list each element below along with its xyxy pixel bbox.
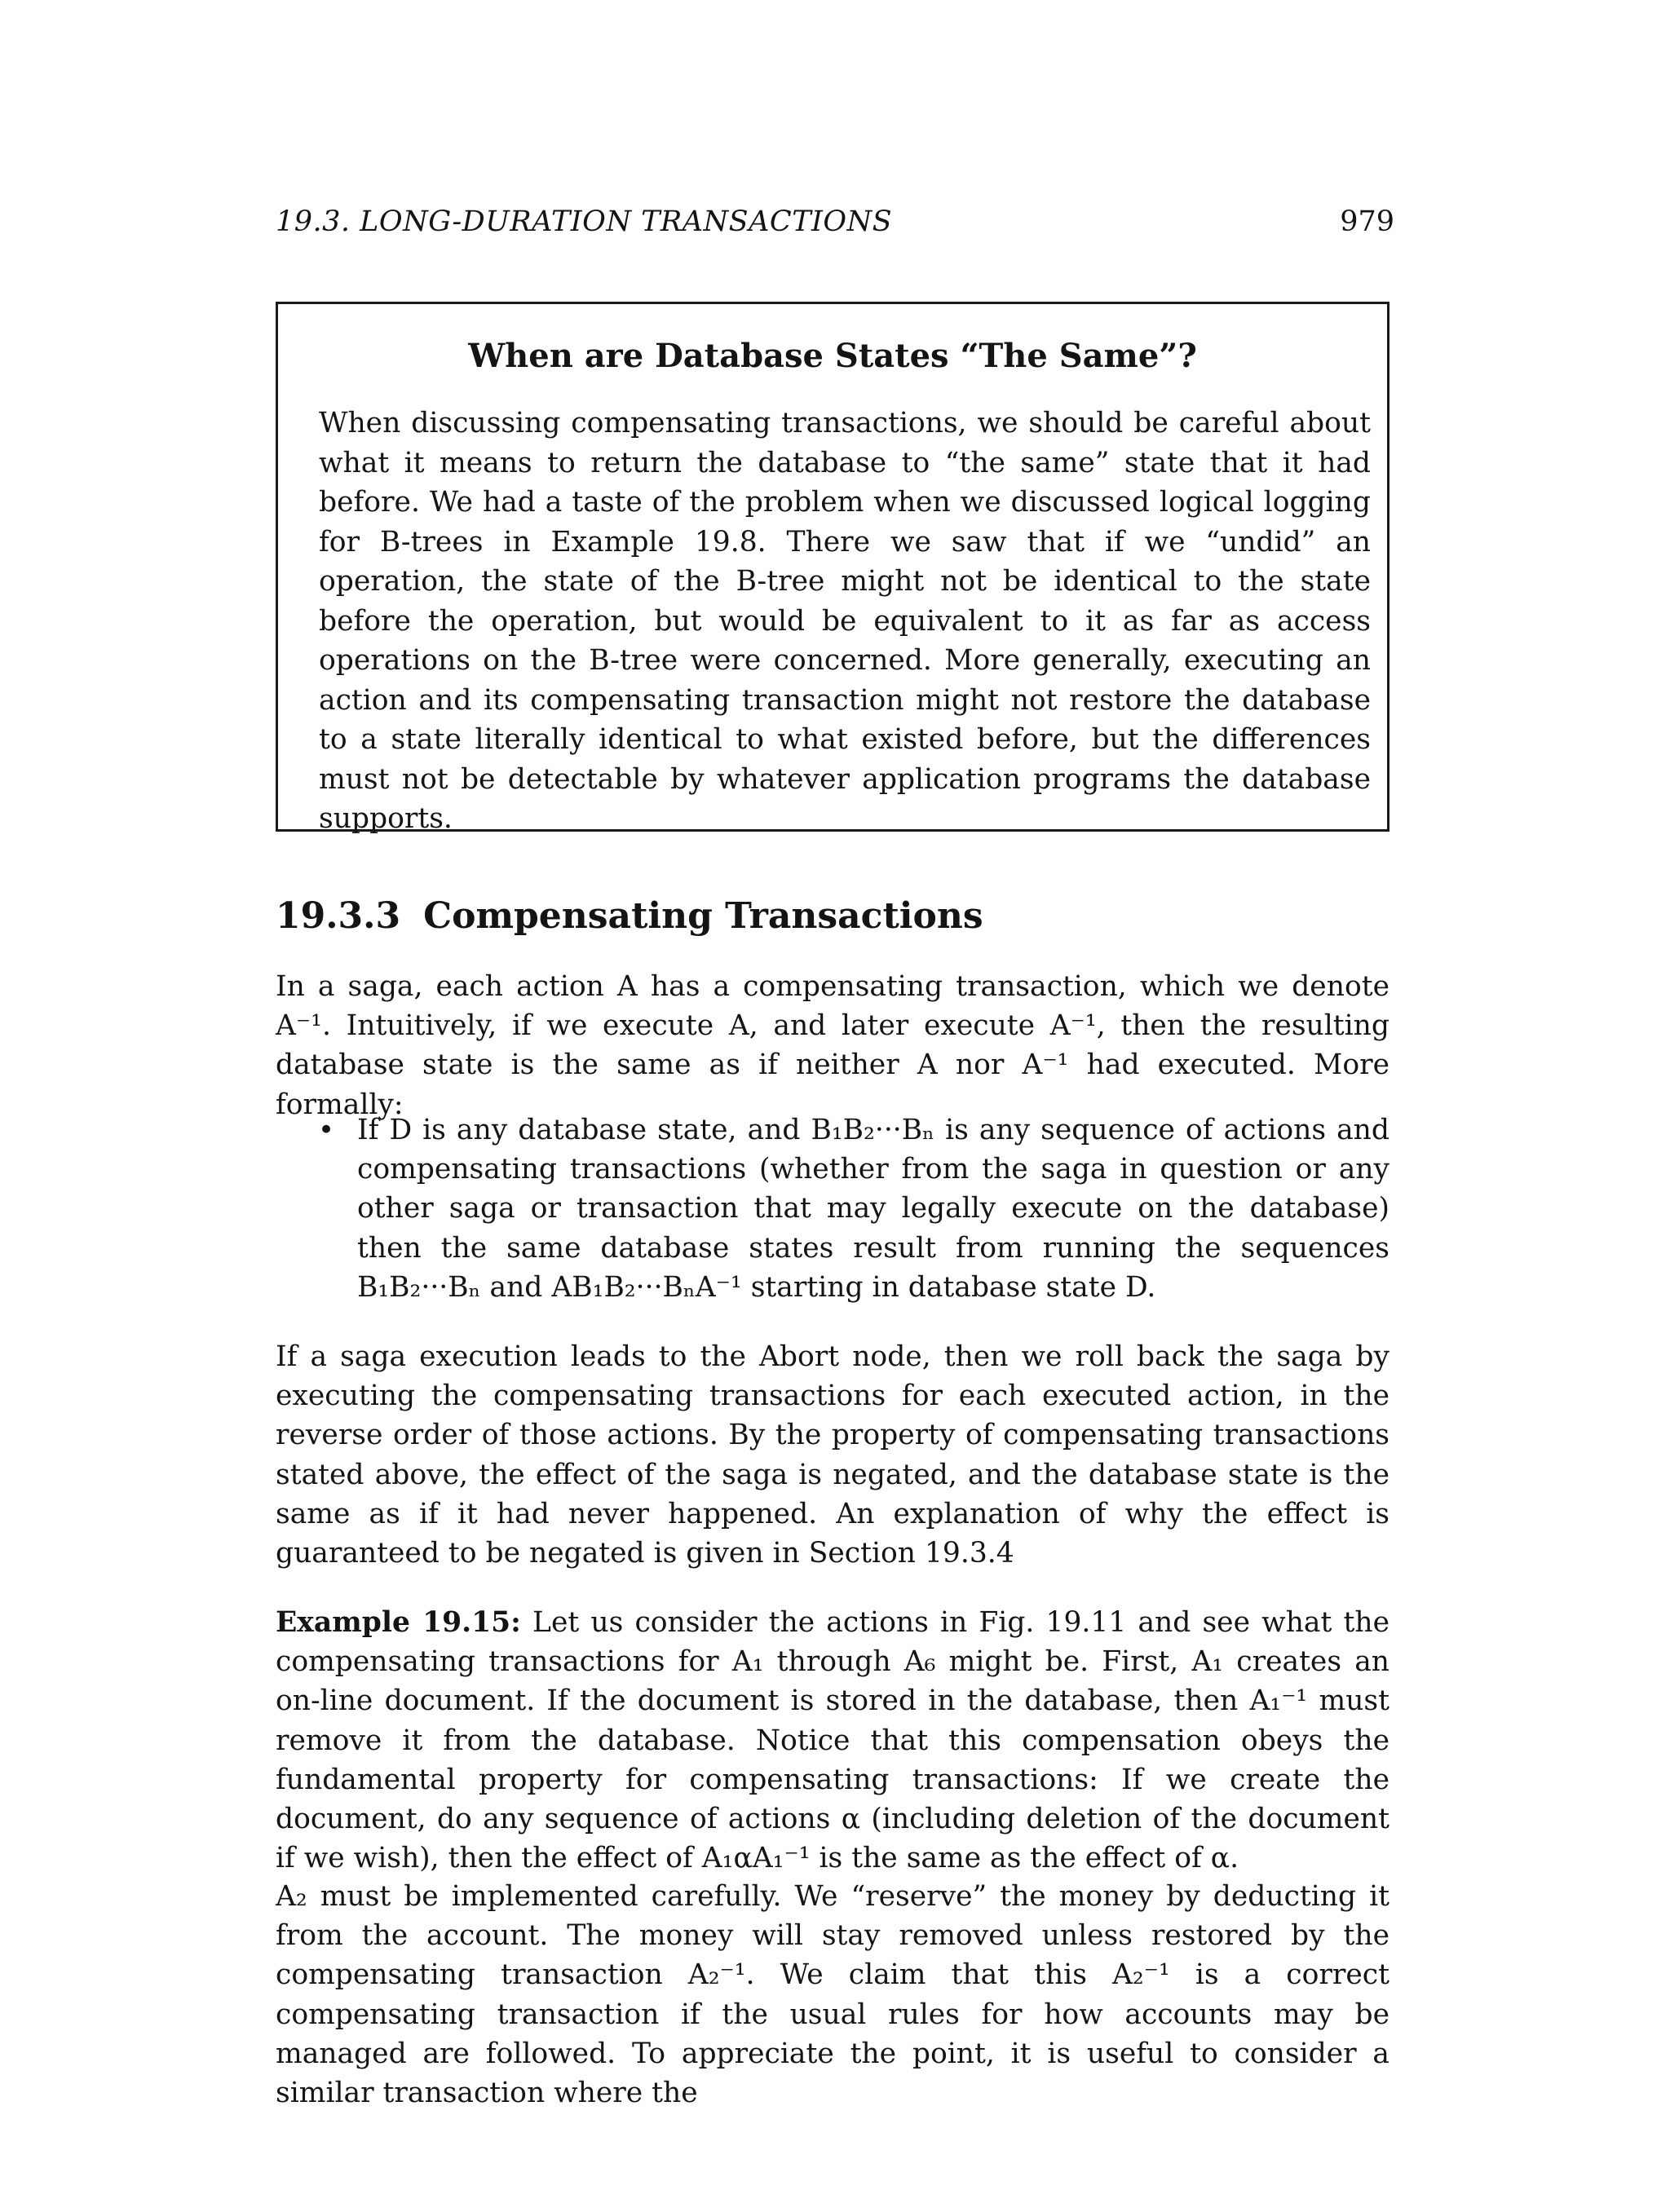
example-text: Let us consider the actions in Fig. 19.11 and see what the compensating transactions for A₁ through A₆ might be. First, A₁ creates an on-line document. If the document is stored in the database, then A₁⁻¹ must remove it from the database. Notice that this compensation obeys the fundamental property for compensating transactions: If we create the document, do any sequence of actions α (including deletion of the document if we wish), then the effect of A₁αA₁⁻¹ is the same as the effect of α. xyxy=(276,1606,1389,1875)
paragraph-abort: If a saga execution leads to the Abort node, then we roll back the saga by executing the compensating transactions for each executed action, in the reverse order of those actions. By the property of compensating transactions stated above, the effect of the saga is negated, and the database state is the same as if it had never happened. An explanation of why the effect is guaranteed to be negated is given in Section 19.3.4 xyxy=(276,1340,1389,1570)
sidebar-box-text: When discussing compensating transactions, we should be careful about what it means to return the database to “the same” state that it had before. We had a taste of the problem when we discussed logical logging for B-trees in Example 19.8. There we saw that if we “undid” an operation, the state of the B-tree might not be identical to the state before the operation, but would be equivalent to it as far as access operations on the B-tree were concerned. More generally, executing an action and its compensating transaction might not restore the database to a state literally identical to what existed before, but the differences must not be detectable by whatever application programs the database supports. xyxy=(319,407,1371,835)
section-number: 19.3.3 xyxy=(276,895,401,937)
running-header xyxy=(276,205,1394,246)
running-header-section: 19.3. LONG-DURATION TRANSACTIONS xyxy=(276,205,893,238)
sidebar-box-title: When are Database States “The Same”? xyxy=(468,337,1197,375)
paragraph-a2: A₂ must be implemented carefully. We “reserve” the money by deducting it from the account. The money will stay removed unless restored by the compensating transaction A₂⁻¹. We claim that this A₂⁻¹ is a correct compensating transaction if the usual rules for how accounts may be managed are followed. To appreciate the point, it is useful to consider a similar transaction where the xyxy=(276,1880,1389,2110)
sidebar-box xyxy=(276,302,1389,835)
page-number: 979 xyxy=(1340,205,1394,238)
bullet-icon: • xyxy=(318,1114,335,1146)
bullet-text: If D is any database state, and B₁B₂···Bₙ is any sequence of actions and compensating transactions (whether from the saga in question or any other saga or transaction that may legally execute on the database) then the same database states result from running the sequences B₁B₂···Bₙ and AB₁B₂···BₙA⁻¹ starting in database state D. xyxy=(357,1114,1389,1304)
paragraph-intro: In a saga, each action A has a compensating transaction, which we denote A⁻¹. Intuitively, if we execute A, and later execute A⁻¹, then the resulting database state is the same as if neither A nor A⁻¹ had executed. More formally: xyxy=(276,970,1389,1121)
example-paragraph xyxy=(276,1603,1389,1878)
example-label: Example 19.15: xyxy=(276,1606,521,1639)
section-title: Compensating Transactions xyxy=(423,895,983,937)
section-heading xyxy=(276,895,983,937)
book-page xyxy=(276,0,1394,2212)
